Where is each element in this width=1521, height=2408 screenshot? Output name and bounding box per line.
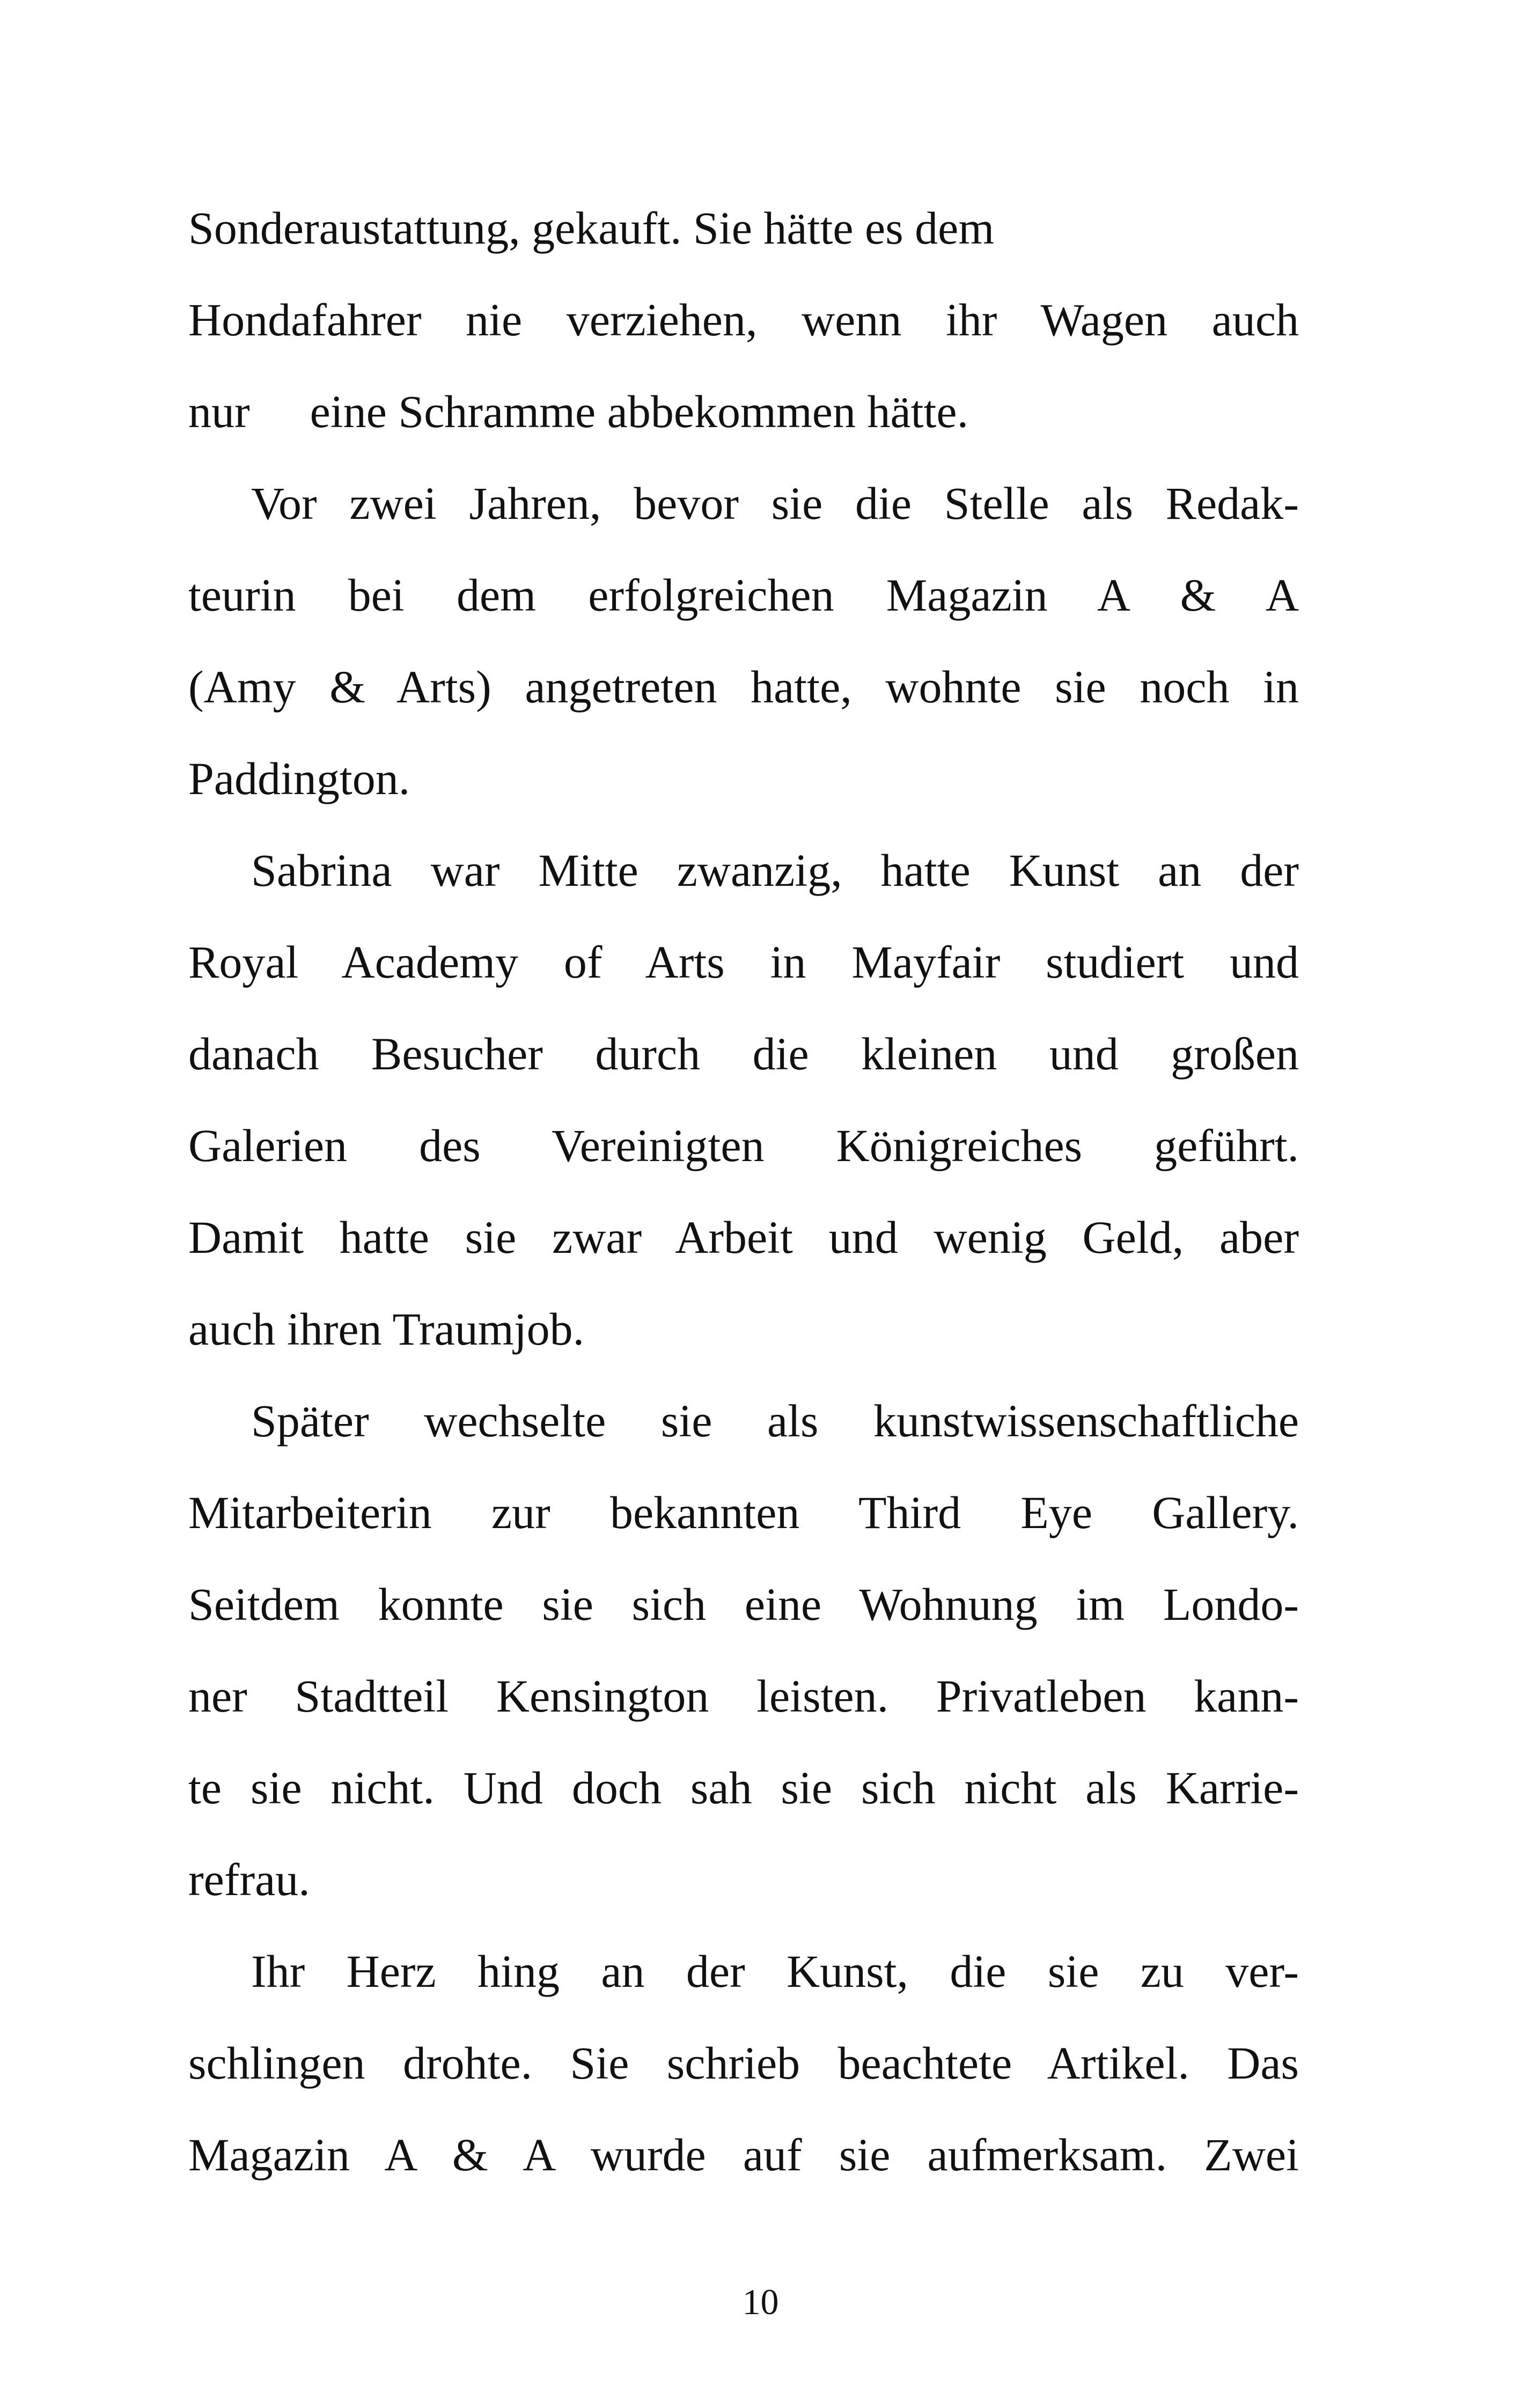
text-line: auch ihren Traumjob. — [188, 1303, 585, 1355]
text-line: danach Besucher durch die kleinen und großen — [188, 1028, 1299, 1080]
text-line: Magazin A & A wurde auf sie aufmerksam. Zwei — [188, 2129, 1299, 2181]
text-line: Hondafahrer nie verziehen, wenn ihr Wagen auch — [188, 294, 1299, 346]
text-line: Royal Academy of Arts in Mayfair studiert und — [188, 936, 1299, 988]
text-line: refrau. — [188, 1854, 310, 1905]
text-line: Paddington. — [188, 753, 410, 804]
page-number: 10 — [742, 2281, 779, 2322]
text-line: Seitdem konnte sie sich eine Wohnung im Londo- — [188, 1579, 1299, 1630]
text-line: schlingen drohte. Sie schrieb beachtete Artikel. Das — [188, 2037, 1299, 2089]
text-line: Damit hatte sie zwar Arbeit und wenig Geld, aber — [188, 1212, 1299, 1263]
text-line: Galerien des Vereinigten Königreiches geführt. — [188, 1120, 1299, 1171]
text-line: Sonderaustattung, gekauft. Sie hätte es dem — [188, 202, 995, 254]
paragraph-first-line: Sabrina war Mitte zwanzig, hatte Kunst an der — [251, 845, 1299, 896]
text-fragment: eine Schramme abbekommen hätte. — [310, 386, 969, 437]
text-line: te sie nicht. Und doch sah sie sich nicht als Karrie- — [188, 1762, 1299, 1814]
text-fragment: nur — [188, 386, 250, 437]
text-line: teurin bei dem erfolgreichen Magazin A & A — [188, 569, 1299, 621]
paragraph-first-line: Ihr Herz hing an der Kunst, die sie zu ver- — [251, 1946, 1299, 1997]
paragraph-first-line: Vor zwei Jahren, bevor sie die Stelle als Redak- — [251, 478, 1299, 529]
text-line: (Amy & Arts) angetreten hatte, wohnte sie noch in — [188, 661, 1299, 713]
book-page-text — [188, 182, 1299, 2201]
text-line: ner Stadtteil Kensington leisten. Privatleben kann- — [188, 1670, 1299, 1722]
text-line: Mitarbeiterin zur bekannten Third Eye Gallery. — [188, 1487, 1299, 1538]
paragraph-first-line: Später wechselte sie als kunstwissenschaftliche — [251, 1395, 1299, 1447]
text-line — [188, 366, 1299, 458]
